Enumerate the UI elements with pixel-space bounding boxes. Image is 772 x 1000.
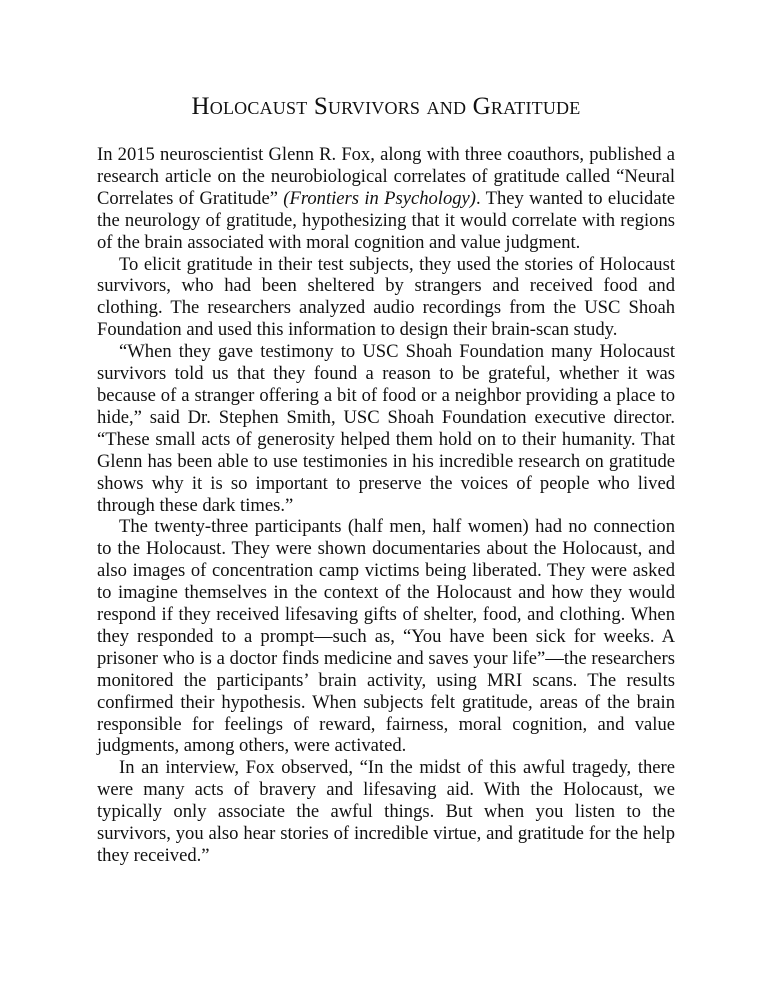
article-body [97,144,675,867]
page-title: Holocaust Survivors and Gratitude [191,93,581,120]
paragraph-3: “When they gave testimony to USC Shoah Foundation many Holocaust survivors told us that they found a reason to be grateful, whether it was because of a stranger offering a bit of food or a neighbor providing a place to hide,” said Dr. Stephen Smith, USC Shoah Foundation executive director. “These small acts of generosity helped them hold on to their humanity. That Glenn has been able to use testimonies in his incredible research on gratitude shows why it is so important to preserve the voices of people who lived through these dark times.” [97,341,675,516]
paragraph-1-text-end: . They wanted to elucidate the neurology of gratitude, hypothesizing that it would correlate with regions of the brain associated with moral cognition and value judgment. [97,187,675,253]
paragraph-2: To elicit gratitude in their test subjects, they used the stories of Holocaust survivors, who had been sheltered by strangers and received food and clothing. The researchers analyzed audio recordings from the USC Shoah Foundation and used this information to design their brain-scan study. [97,253,675,341]
journal-title-italic: (Frontiers in Psychology) [283,187,476,209]
paragraph-5: In an interview, Fox observed, “In the midst of this awful tragedy, there were many acts of bravery and lifesaving aid. With the Holocaust, we typically only associate the awful things. But when you listen to the survivors, you also hear stories of incredible virtue, and gratitude for the help they received.” [97,757,675,866]
paragraph-1-text-start: In 2015 neuroscientist Glenn R. Fox, along with three coauthors, published a research article on the neurobiological correlates of gratitude called “Neural Correlates of Gratitude” [97,144,675,209]
paragraph-1 [97,144,675,254]
paragraph-4: The twenty-three participants (half men, half women) had no connection to the Holocaust. They were shown documentaries about the Holocaust, and also images of concentration camp victims being liberated. They were asked to imagine themselves in the context of the Holocaust and how they would respond if they received lifesaving gifts of shelter, food, and clothing. When they responded to a prompt—such as, “You have been sick for weeks. A prisoner who is a doctor finds medicine and saves your life”—the researchers monitored the participants’ brain activity, using MRI scans. The results confirmed their hypothesis. When subjects felt gratitude, areas of the brain responsible for feelings of reward, fairness, moral cognition, and value judgments, among others, were activated. [97,516,675,757]
